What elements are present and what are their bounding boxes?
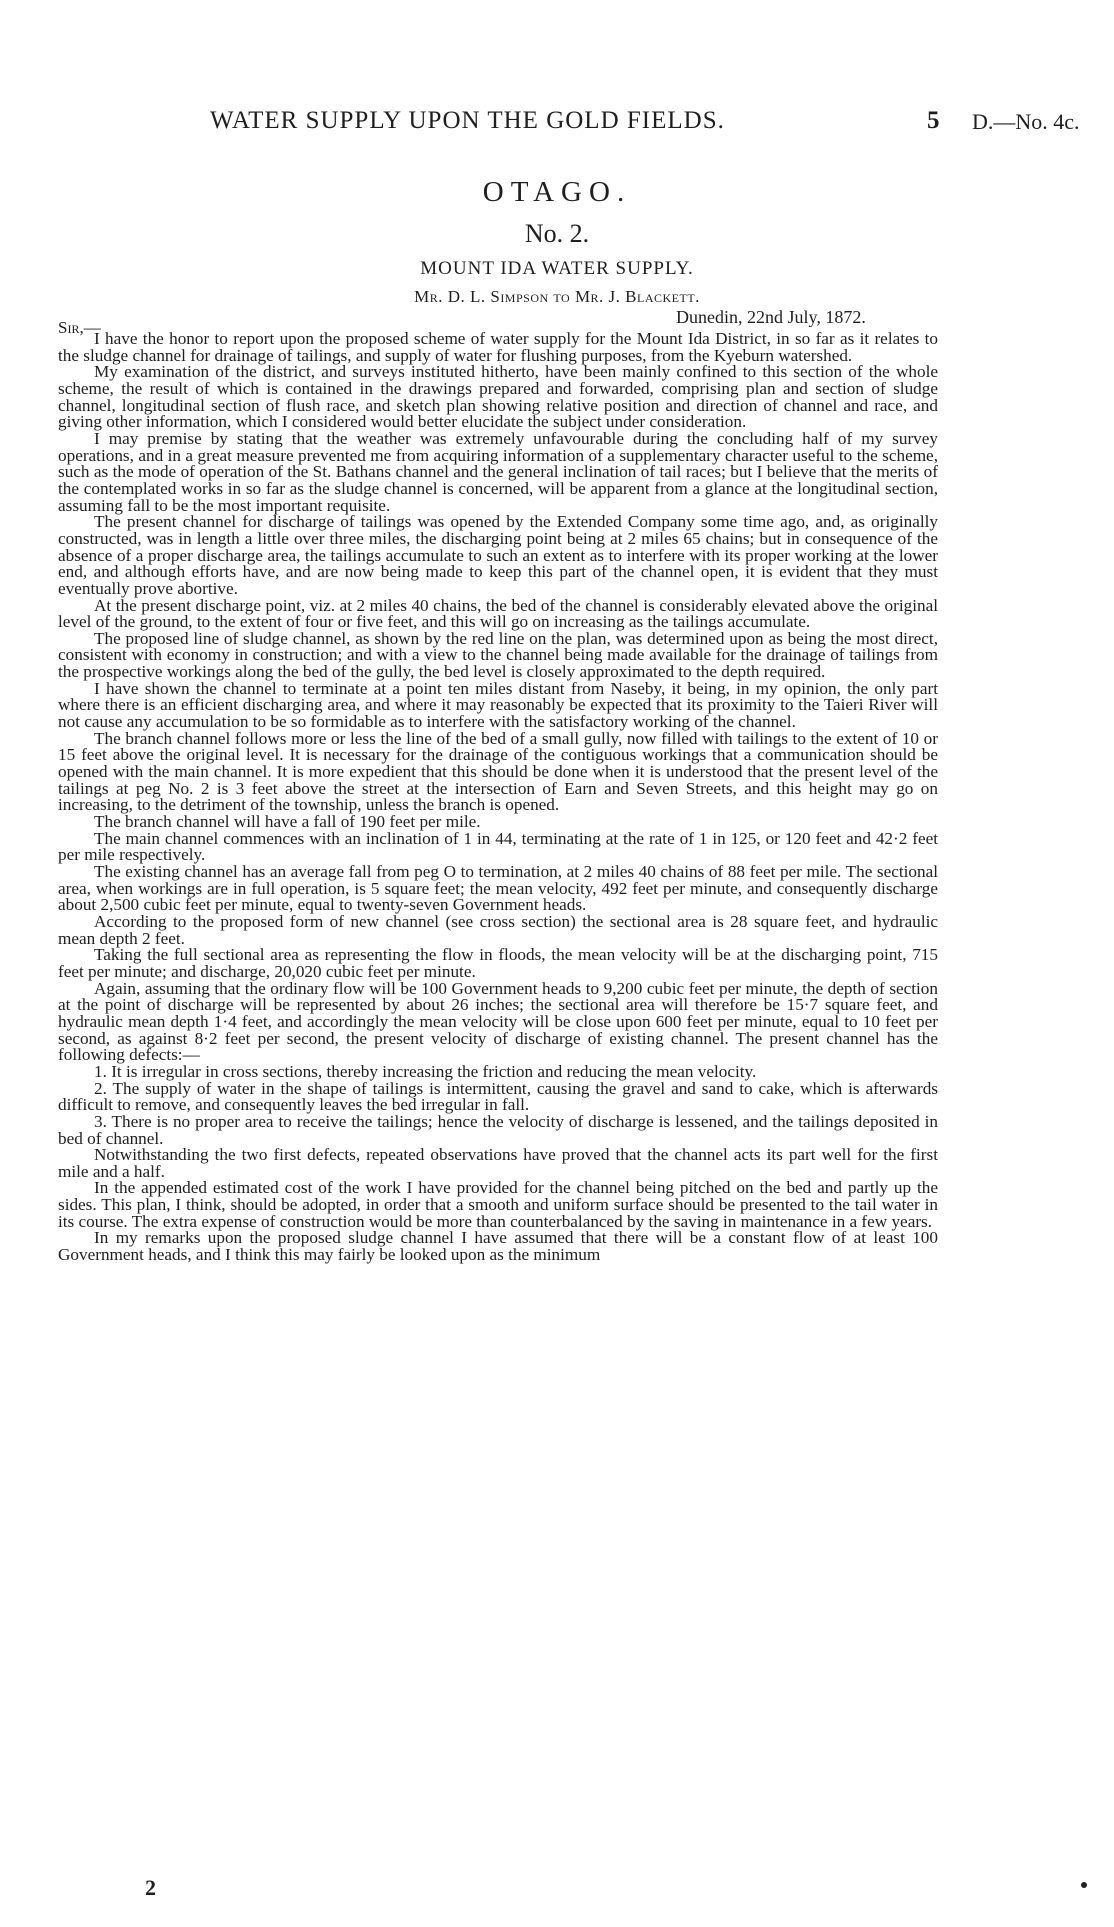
- paragraph: I have the honor to report upon the proposed scheme of water supply for the Mount Ida District, in so far as it relates to the sludge channel for drainage of tailings, and supply of water for flushing purposes, from the Kyeburn watershed.: [58, 329, 938, 365]
- paragraph: At the present discharge point, viz. at 2 miles 40 chains, the bed of the channel is considerably elevated above the original level of the ground, to the extent of four or five feet, and this will go on increasing as the tailings accumulate.: [58, 595, 938, 632]
- paragraph: According to the proposed form of new channel (see cross section) the sectional area is 28 square feet, and hydraulic mean depth 2 feet.: [58, 911, 938, 948]
- defect-item: 1. It is irregular in cross sections, thereby increasing the friction and reducing the mean velocity.: [94, 1061, 757, 1081]
- signature-mark: 2: [145, 1875, 156, 1900]
- paragraph: In the appended estimated cost of the work I have provided for the channel being pitched on the bed and partly up the sides. This plan, I think, should be adopted, in order that a smooth and uniform surface should be presented to the tail water in its course. The extra expense of construction would be more than counterbalanced by the saving in maintenance in a few years.: [58, 1178, 938, 1231]
- paragraph: The main channel commences with an inclination of 1 in 44, terminating at the rate of 1 in 125, or 120 feet and 42·2 feet per mile respectively.: [58, 828, 938, 865]
- page-number: 5: [927, 107, 940, 134]
- report-number: No. 2.: [524, 219, 590, 248]
- letter-dateline: Dunedin, 22nd July, 1872.: [676, 307, 866, 327]
- paragraph: My examination of the district, and surveys instituted hitherto, have been mainly confined to this section of the whole scheme, the result of which is contained in the drawings prepared and forwarded, comprising plan and section of sludge channel, longitudinal section of flush race, and sketch plan showing relative position and direction of channel and race, and giving other information, which I considered would better elucidate the subject under consideration.: [58, 362, 938, 432]
- ink-speck: [1081, 1882, 1087, 1888]
- province-heading: OTAGO.: [482, 176, 632, 208]
- paragraph: Taking the full sectional area as representing the flow in floods, the mean velocity will be at the discharging point, 715 feet per minute; and discharge, 20,020 cubic feet per minute.: [58, 945, 938, 981]
- running-title: WATER SUPPLY UPON THE GOLD FIELDS.: [210, 107, 725, 134]
- paragraph: I may premise by stating that the weather was extremely unfavourable during the concluding half of my survey operations, and in a great measure prevented me from acquiring information of a supplementary character useful to the scheme, such as the mode of operation of the St. Bathans channel and the general inclination of tail races; but I believe that the merits of the contemplated works in so far as the sludge channel is concerned, will be apparent from a glance at the longitudinal section, assuming fall to be the most important requisite.: [58, 428, 938, 515]
- correspondents: Mr. D. L. Simpson to Mr. J. Blackett.: [414, 287, 700, 306]
- document-reference: D.—No. 4c.: [972, 109, 1080, 134]
- paragraph: In my remarks upon the proposed sludge channel I have assumed that there will be a constant flow of at least 100 Government heads, and I think this may fairly be looked upon as the minimum: [58, 1228, 938, 1265]
- defect-item: 3. There is no proper area to receive the tailings; hence the velocity of discharge is lessened, and the tailings deposited in bed of channel.: [58, 1111, 938, 1148]
- paragraph: The present channel for discharge of tailings was opened by the Extended Company some time ago, and, as originally constructed, was in length a little over three miles, the discharging point being at 2 miles 65 chains; but in consequence of the absence of a proper discharge area, the tailings accumulate to such an extent as to interfere with its proper working at the lower end, and although efforts have, and are now being made to keep this part of the channel open, it is evident that they must eventually prove abortive.: [58, 512, 938, 598]
- paragraph: The existing channel has an average fall from peg O to termination, at 2 miles 40 chains of 88 feet per mile. The sectional area, when workings are in full operation, is 5 square feet; the mean velocity, 492 feet per minute, and consequently discharge about 2,500 cubic feet per minute, equal to twenty-seven Government heads.: [58, 862, 938, 915]
- defect-item: 2. The supply of water in the shape of tailings is intermittent, causing the gravel and sand to cake, which is afterwards difficult to remove, and consequently leaves the bed irregular in fall.: [58, 1078, 938, 1115]
- letter-body: [58, 331, 938, 1264]
- paragraph: I have shown the channel to terminate at a point ten miles distant from Naseby, it being, in my opinion, the only part where there is an efficient discharging area, and where it may reasonably be expected that its proximity to the Taieri River will not cause any accumulation to be so formidable as to interfere with the satisfactory working of the channel.: [58, 678, 938, 732]
- paragraph: The proposed line of sludge channel, as shown by the red line on the plan, was determined upon as being the most direct, consistent with economy in construction; and with a view to the channel being made available for the drainage of tailings from the prospective workings along the bed of the gully, the bed level is closely approximated to the depth required.: [58, 628, 938, 682]
- paragraph: Notwithstanding the two first defects, repeated observations have proved that the channel acts its part well for the first mile and a half.: [58, 1145, 938, 1181]
- paragraph: The branch channel follows more or less the line of the bed of a small gully, now filled with tailings to the extent of 10 or 15 feet above the original level. It is necessary for the drainage of the contiguous workings that a communication should be opened with the main channel. It is more expedient that this should be done when it is understood that the present level of the tailings at peg No. 2 is 3 feet above the street at the intersection of Earn and Seven Streets, and this height may go on increasing, to the detriment of the township, unless the branch is opened.: [58, 728, 938, 815]
- running-header: [0, 107, 1114, 147]
- letter-salutation: Sir,—: [58, 318, 101, 337]
- report-subject: MOUNT IDA WATER SUPPLY.: [420, 258, 694, 279]
- paragraph: The branch channel will have a fall of 190 feet per mile.: [94, 812, 481, 832]
- paragraph: Again, assuming that the ordinary flow will be 100 Government heads to 9,200 cubic feet per minute, the depth of section at the point of discharge will be represented by about 26 inches; the sectional area will therefore be 15·7 square feet, and hydraulic mean depth 1·4 feet, and accordingly the mean velocity will be close upon 600 feet per minute, equal to 10 feet per second, as against 8·2 feet per second, the present velocity of discharge of existing channel. The present channel has the following defects:—: [58, 978, 938, 1065]
